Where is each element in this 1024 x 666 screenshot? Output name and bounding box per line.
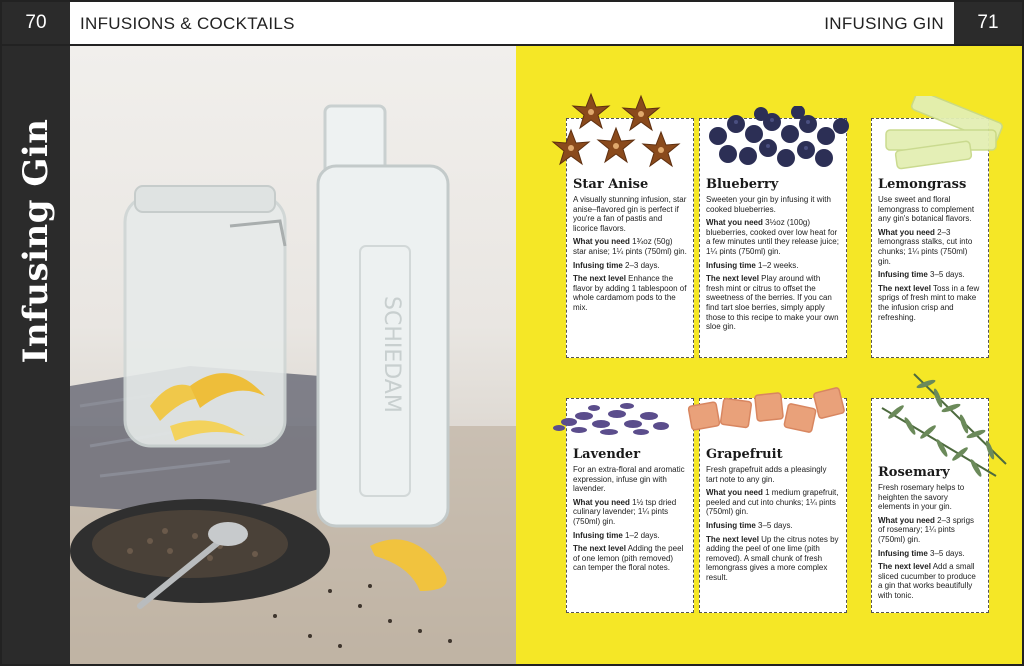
grapefruit-icon <box>684 386 846 444</box>
title-sidebar <box>2 46 70 666</box>
card-next-level: The next level Enhance the flavor by adding 1 tablespoon of whole cardamom pods to the mix. <box>573 274 687 312</box>
card-next-level: The next level Add a small sliced cucumber to produce a gin that works beautifully with tonic. <box>878 562 976 600</box>
card-intro: Use sweet and floral lemongrass to complement any gin's botanical flavors. <box>878 195 975 224</box>
card-infusing-time: Infusing time 3–5 days. <box>706 520 793 530</box>
lemongrass-icon <box>866 96 1006 176</box>
card-intro: For an extra-floral and aromatic expression, infuse gin with lavender. <box>573 465 685 494</box>
left-running-title: INFUSIONS & COCKTAILS <box>80 14 295 33</box>
card-infusing-time: Infusing time 3–5 days. <box>878 270 965 280</box>
card-title: Star Anise <box>573 177 649 192</box>
card-what-you-need: What you need 1 medium grapefruit, peeled and cut into chunks; 1¼ pints (750ml) gin. <box>706 488 839 517</box>
card-title: Grapefruit <box>706 447 783 462</box>
right-running-title: INFUSING GIN <box>824 14 944 33</box>
rosemary-icon <box>876 368 1016 480</box>
card-infusing-time: Infusing time 1–2 days. <box>573 530 660 540</box>
card-intro: Fresh grapefruit adds a pleasingly tart note to any gin. <box>706 465 827 484</box>
card-intro: Fresh rosemary helps to heighten the savory elements in your gin. <box>878 483 965 512</box>
card-intro: Sweeten your gin by infusing it with cooked blueberries. <box>706 195 831 214</box>
right-page-number: 71 <box>954 2 1022 44</box>
card-next-level: The next level Adding the peel of one lemon (pith removed) can temper the floral notes. <box>573 544 684 573</box>
still-life-illustration <box>70 46 516 666</box>
right-page-panel <box>516 46 1022 666</box>
card-title: Lavender <box>573 447 641 462</box>
lavender-icon <box>549 398 674 446</box>
gin-photo <box>70 46 516 666</box>
card-intro: A visually stunning infusion, star anise–flavored gin is perfect if you're a fan of pastis and licorice flavors. <box>573 195 687 233</box>
card-what-you-need: What you need 2–3 lemongrass stalks, cut into chunks; 1¼ pints (750ml) gin. <box>878 227 973 266</box>
bottle-embossing: SCHIEDAM <box>379 296 404 413</box>
page-header <box>2 2 1022 46</box>
card-what-you-need: What you need 3½oz (100g) blueberries, cooked over low heat for a few minutes until they release juice; 1¼ pints (750ml) gin. <box>706 218 839 256</box>
card-title: Blueberry <box>706 177 779 192</box>
card-infusing-time: Infusing time 1–2 weeks. <box>706 260 799 270</box>
card-infusing-time: Infusing time 3–5 days. <box>878 548 965 558</box>
card-title: Rosemary <box>878 465 950 480</box>
star-anise-icon <box>551 90 691 170</box>
section-title: Infusing Gin <box>16 118 56 364</box>
card-next-level: The next level Toss in a few sprigs of fresh mint to make the infusion crisp and refreshing. <box>878 283 980 322</box>
card-what-you-need: What you need 1½ tsp dried culinary lavender; 1¼ pints (750ml) gin. <box>573 497 677 526</box>
card-next-level: The next level Up the citrus notes by adding the peel of one lime (pith removed). A small chunk of fresh lemongrass gives a more complex result. <box>706 534 839 582</box>
card-next-level: The next level Play around with fresh mint or citrus to offset the sweetness of the berries. If you can find tart sloe berries, simply apply those to this recipe to make your own sloe gin. <box>706 274 839 332</box>
card-infusing-time: Infusing time 2–3 days. <box>573 260 660 270</box>
card-what-you-need: What you need 2–3 sprigs of rosemary; 1¼ pints (750ml) gin. <box>878 515 975 544</box>
card-title: Lemongrass <box>878 177 967 192</box>
blueberry-icon <box>706 106 851 174</box>
left-page-number: 70 <box>2 2 70 44</box>
card-what-you-need: What you need 1¾oz (50g) star anise; 1¼ pints (750ml) gin. <box>573 237 687 256</box>
